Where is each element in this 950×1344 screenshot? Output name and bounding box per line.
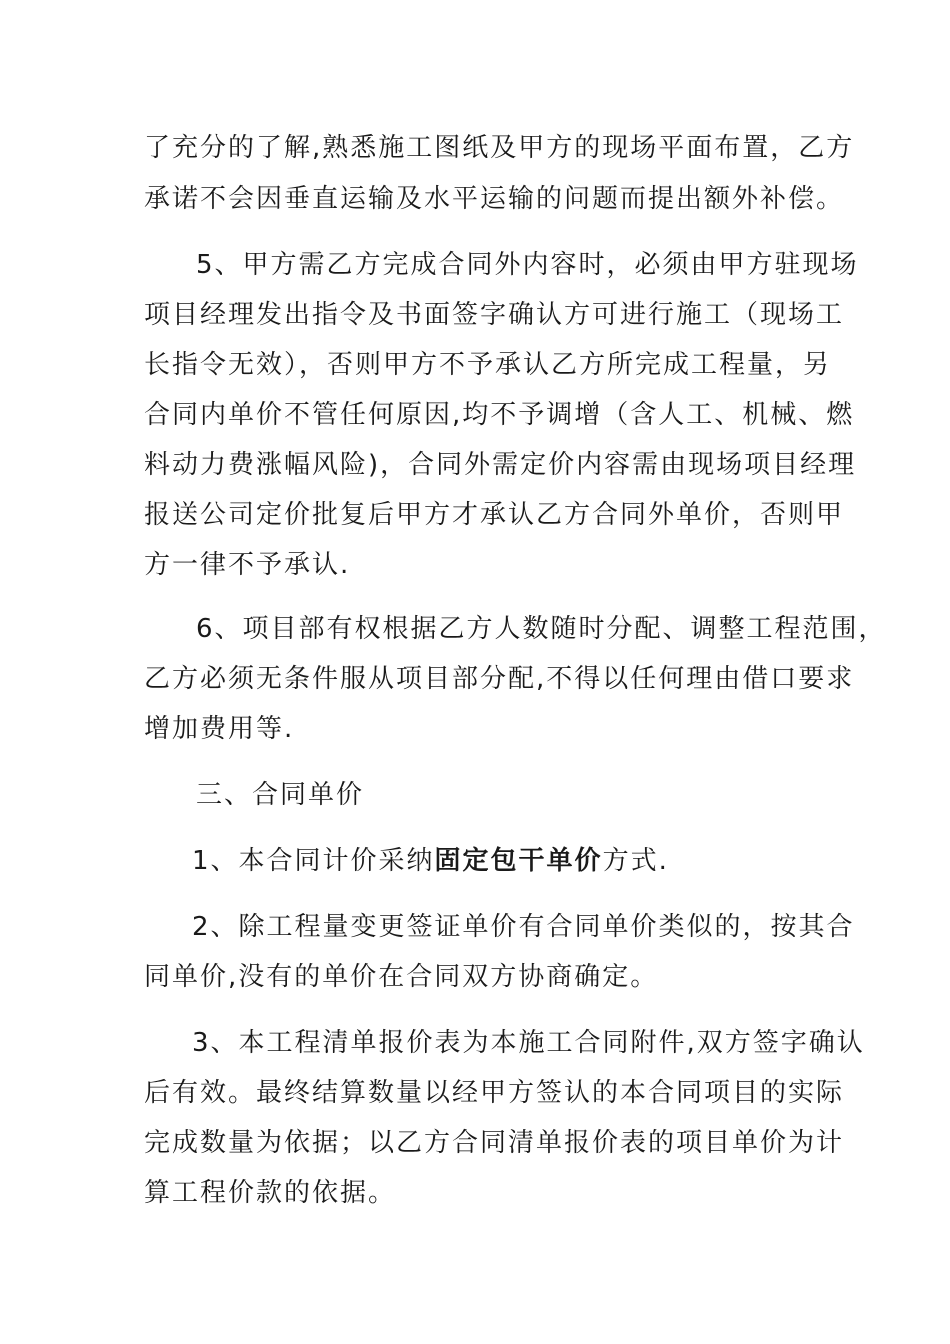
paragraph-line: 项目经理发出指令及书面签字确认方可进行施工（现场工 [144, 300, 845, 330]
paragraph-line: 完成数量为依据；以乙方合同清单报价表的项目单价为计 [144, 1128, 845, 1158]
section-heading: 三、合同单价 [196, 780, 365, 810]
paragraph-line: 承诺不会因垂直运输及水平运输的问题而提出额外补偿。 [144, 184, 845, 214]
paragraph-line: 同单价,没有的单价在合同双方协商确定。 [144, 962, 659, 992]
paragraph-line: 报送公司定价批复后甲方才承认乙方合同外单价，否则甲 [144, 500, 845, 530]
paragraph-line: 5、甲方需乙方完成合同外内容时，必须由甲方驻现场 [196, 250, 859, 280]
paragraph-line: 料动力费涨幅风险)，合同外需定价内容需由现场项目经理 [144, 450, 857, 480]
item-text: 1、本合同计价采纳 [192, 846, 435, 876]
paragraph-line: 了充分的了解,熟悉施工图纸及甲方的现场平面布置，乙方 [144, 133, 855, 163]
paragraph-line: 合同内单价不管任何原因,均不予调增（含人工、机械、燃 [144, 400, 855, 430]
paragraph-line: 6、项目部有权根据乙方人数随时分配、调整工程范围， [196, 614, 887, 644]
paragraph-line: 算工程价款的依据。 [144, 1178, 397, 1208]
paragraph-line: 2、除工程量变更签证单价有合同单价类似的，按其合 [192, 912, 855, 942]
paragraph-line: 长指令无效），否则甲方不予承认乙方所完成工程量，另 [144, 350, 832, 380]
bold-term: 固定包干单价 [434, 846, 603, 876]
item-text: 方式. [602, 846, 669, 876]
paragraph-line: 3、本工程清单报价表为本施工合同附件,双方签字确认 [192, 1028, 865, 1058]
paragraph-line: 增加费用等. [144, 714, 295, 744]
paragraph-line: 方一律不予承认. [144, 550, 351, 580]
paragraph-line: 后有效。最终结算数量以经甲方签认的本合同项目的实际 [144, 1078, 845, 1108]
paragraph-line: 乙方必须无条件服从项目部分配,不得以任何理由借口要求 [144, 664, 855, 694]
contract-item-1 [192, 844, 669, 878]
